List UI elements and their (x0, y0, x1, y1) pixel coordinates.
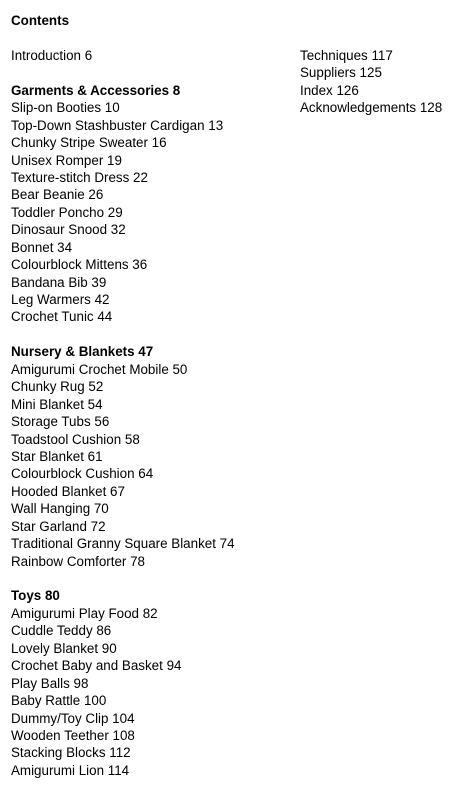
section-garments-accessories (11, 82, 296, 326)
toc-entry: Stacking Blocks 112 (11, 745, 131, 761)
toc-entry: Bear Beanie 26 (11, 187, 104, 203)
toc-entry-introduction: Introduction 6 (11, 47, 93, 63)
toc-entry: Star Garland 72 (11, 518, 106, 534)
section-nursery-blankets (11, 343, 296, 570)
contents-right-column (300, 47, 460, 117)
toc-entry: Lovely Blanket 90 (11, 640, 117, 656)
toc-entry: Baby Rattle 100 (11, 693, 107, 709)
toc-entry: Traditional Granny Square Blanket 74 (11, 536, 235, 552)
toc-entry: Cuddle Teddy 86 (11, 623, 112, 639)
toc-entry: Hooded Blanket 67 (11, 483, 125, 499)
toc-entry: Dummy/Toy Clip 104 (11, 710, 135, 726)
toc-entry-acknowledgements: Acknowledgements 128 (300, 100, 443, 116)
toc-entry: Colourblock Cushion 64 (11, 466, 154, 482)
toc-entry: Unisex Romper 19 (11, 152, 122, 168)
section-heading: Nursery & Blankets 47 (11, 344, 154, 360)
spacer (11, 29, 296, 46)
toc-entry: Mini Blanket 54 (11, 396, 103, 412)
toc-entry-suppliers: Suppliers 125 (300, 65, 382, 81)
toc-entry: Slip-on Booties 10 (11, 100, 120, 116)
toc-entry: Top-Down Stashbuster Cardigan 13 (11, 117, 224, 133)
toc-entry: Bonnet 34 (11, 239, 73, 255)
toc-entry: Crochet Tunic 44 (11, 309, 113, 325)
toc-entry: Wall Hanging 70 (11, 501, 109, 517)
toc-entry: Colourblock Mittens 36 (11, 257, 148, 273)
toc-entry: Amigurumi Play Food 82 (11, 605, 158, 621)
toc-entry: Texture-stitch Dress 22 (11, 169, 148, 185)
toc-entry: Amigurumi Crochet Mobile 50 (11, 361, 188, 377)
section-toys (11, 587, 296, 779)
toc-entry: Chunky Stripe Sweater 16 (11, 135, 167, 151)
spacer (11, 64, 296, 81)
toc-entry: Amigurumi Lion 114 (11, 762, 130, 778)
toc-entry: Storage Tubs 56 (11, 414, 110, 430)
toc-entry: Dinosaur Snood 32 (11, 222, 126, 238)
toc-entry: Chunky Rug 52 (11, 379, 104, 395)
spacer (11, 570, 296, 587)
toc-entry: Toadstool Cushion 58 (11, 431, 140, 447)
toc-entry: Leg Warmers 42 (11, 292, 110, 307)
toc-entry: Bandana Bib 39 (11, 274, 107, 290)
toc-entry-techniques: Techniques 117 (300, 48, 393, 63)
toc-entry: Wooden Teether 108 (11, 727, 135, 743)
section-heading: Toys 80 (11, 588, 60, 604)
contents-title: Contents (11, 13, 70, 28)
toc-entry: Star Blanket 61 (11, 448, 103, 464)
toc-entry: Crochet Baby and Basket 94 (11, 658, 182, 674)
toc-entry: Toddler Poncho 29 (11, 204, 123, 220)
spacer (11, 326, 296, 343)
toc-entry: Rainbow Comforter 78 (11, 553, 145, 569)
contents-left-column (11, 12, 296, 779)
toc-entry-index: Index 126 (300, 82, 359, 98)
section-heading: Garments & Accessories 8 (11, 82, 181, 98)
toc-entry: Play Balls 98 (11, 675, 89, 691)
